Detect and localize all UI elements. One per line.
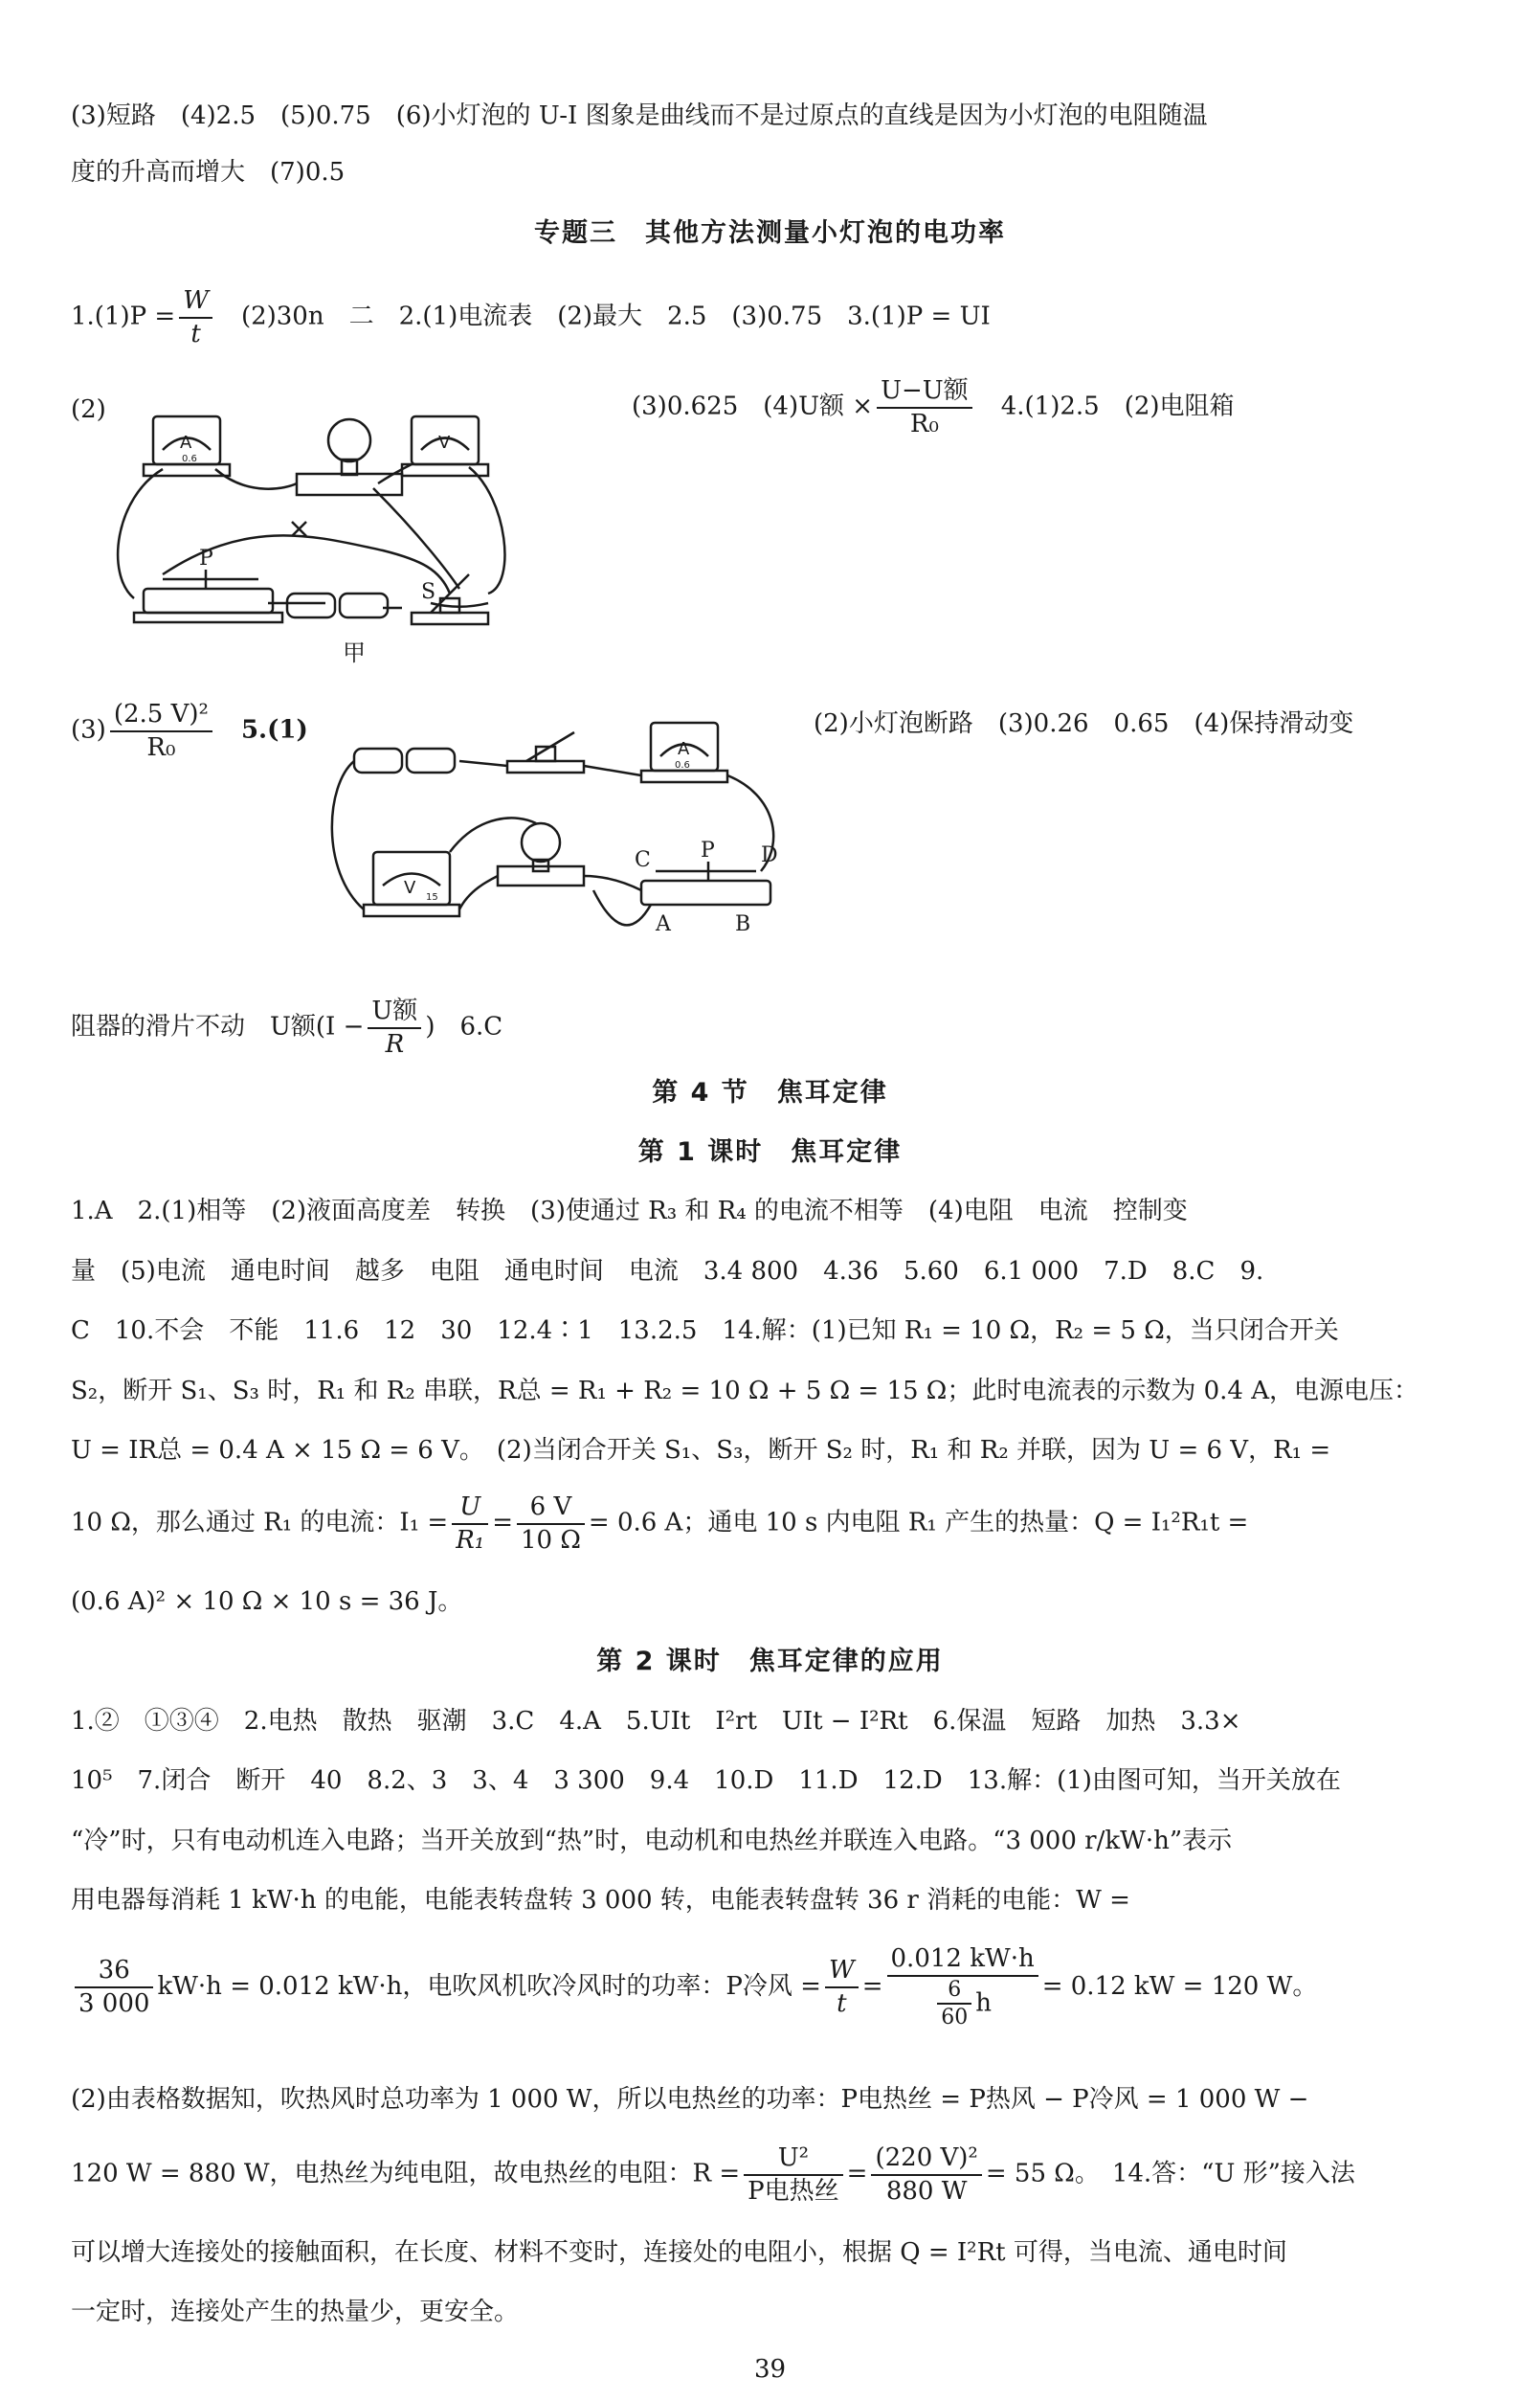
voltmeter-label: V [438, 433, 451, 453]
circuit-diagram [105, 383, 622, 670]
fraction-num: U [452, 1492, 488, 1525]
terminal-d-label: D [761, 843, 778, 867]
answer-text: = 0.6 A；通电 10 s 内电阻 R₁ 产生的热量：Q = I₁²R₁t = [588, 1508, 1249, 1537]
answer-line: “冷”时，只有电动机连入电路；当开关放到“热”时，电动机和电热丝并联连入电路。“3 000 r/kW·h”表示 [71, 1827, 1233, 1855]
fraction [179, 285, 212, 349]
answer-line: 一定时，连接处产生的热量少，更安全。 [71, 2298, 520, 2326]
answer-line [71, 1492, 1248, 1556]
slider-label: P [701, 839, 715, 863]
slider-label: P [199, 547, 213, 571]
answer-text: (2)30n 二 2.(1)电流表 (2)最大 2.5 (3)0.75 3.(1)P = UI [240, 302, 991, 331]
answer-line: 度的升高而增大 (7)0.5 [71, 158, 346, 187]
fraction-num: U² [744, 2142, 843, 2176]
fraction [110, 699, 212, 763]
answer-line: 量 (5)电流 通电时间 越多 电阻 通电时间 电流 3.4 800 4.36 5.60 6.1 000 7.D 8.C 9. [71, 1257, 1264, 1286]
fraction-num: U额 [368, 996, 421, 1029]
answer-label: (2) [71, 395, 106, 424]
answer-line [71, 2142, 1355, 2207]
answer-line: S₂，断开 S₁、S₃ 时，R₁ 和 R₂ 串联，R总 = R₁ + R₂ = 10 Ω + 5 Ω = 15 Ω；此时电流表的示数为 0.4 A，电源电压： [71, 1377, 1418, 1405]
fraction-den: t [190, 319, 201, 348]
answer-text: 10 Ω，那么通过 R₁ 的电流：I₁ = [71, 1508, 449, 1537]
fraction-den: R [385, 1029, 405, 1059]
answer-line [632, 375, 1235, 439]
circuit-diagram [325, 708, 794, 948]
answer-text: 120 W = 880 W，电热丝为纯电阻，故电热丝的电阻：R = [71, 2159, 741, 2188]
figure-caption: 甲 [343, 639, 366, 666]
answer-line: (3)短路 (4)2.5 (5)0.75 (6)小灯泡的 U-I 图象是曲线而不是过原点的直线是因为小灯泡的电阻随温 [71, 101, 1208, 130]
fraction [887, 1943, 1038, 2031]
answer-text: = [846, 2159, 868, 2188]
answer-text: = 0.12 kW = 120 W。 [1041, 1971, 1318, 2001]
fraction [937, 1977, 971, 2031]
fraction [744, 2142, 843, 2207]
fraction-den: P电热丝 [748, 2176, 839, 2206]
question-number: 5.(1) [240, 715, 308, 745]
answer-text: 4.(1)2.5 (2)电阻箱 [1000, 392, 1235, 421]
section-title: 第 4 节 焦耳定律 [652, 1078, 888, 1108]
answer-line: (2)小灯泡断路 (3)0.26 0.65 (4)保持滑动变 [814, 709, 1354, 738]
answer-line: 10⁵ 7.闭合 断开 40 8.2、3 3、4 3 300 9.4 10.D 11.D 12.D 13.解：(1)由图可知，当开关放在 [71, 1766, 1341, 1795]
fraction-num: 36 [75, 1955, 153, 1988]
answer-line [71, 699, 308, 763]
ammeter-label: A [678, 739, 690, 759]
circuit-figure-2 [325, 708, 794, 948]
answer-line: 可以增大连接处的接触面积，在长度、材料不变时，连接处的电阻小，根据 Q = I²Rt 可得，当电流、通电时间 [71, 2238, 1287, 2267]
answer-text: kW·h = 0.012 kW·h，电吹风机吹冷风时的功率：P冷风 = [157, 1971, 821, 2001]
fraction-den: 3 000 [78, 1988, 150, 2018]
answer-line [71, 996, 502, 1060]
ammeter-label: A [180, 433, 192, 453]
fraction-num: (220 V)² [871, 2142, 981, 2176]
answer-line: 用电器每消耗 1 kW·h 的电能，电能表转盘转 3 000 转，电能表转盘转 36 r 消耗的电能：W = [71, 1886, 1130, 1915]
answer-line [71, 285, 991, 349]
answer-text: 1.(1)P = [71, 302, 176, 331]
scale-label: 0.6 [675, 760, 690, 771]
fraction-num: 0.012 kW·h [887, 1943, 1038, 1977]
answer-text: = 55 Ω。 14.答：“U 形”接入法 [985, 2159, 1355, 2188]
answer-line: (0.6 A)² × 10 Ω × 10 s = 36 J。 [71, 1587, 463, 1616]
topic-title: 专题三 其他方法测量小灯泡的电功率 [534, 218, 1006, 248]
answer-line: 1.② ①③④ 2.电热 散热 驱潮 3.C 4.A 5.UIt I²rt UIt − I²Rt 6.保温 短路 加热 3.3× [71, 1707, 1241, 1736]
terminal-c-label: C [635, 848, 651, 872]
fraction-den: R₁ [456, 1525, 485, 1555]
fraction-den: t [837, 1988, 847, 2018]
circuit-figure-1 [105, 383, 622, 670]
answer-text: (3)0.625 (4)U额 × [632, 392, 874, 421]
fraction-num: (2.5 V)² [110, 699, 212, 732]
answer-line [71, 1943, 1317, 2031]
fraction [75, 1955, 153, 2019]
fraction [871, 2142, 981, 2207]
answer-text: (3) [71, 715, 106, 745]
terminal-b-label: B [735, 912, 751, 936]
unit-text: h [975, 1988, 992, 2017]
answer-text: = [492, 1508, 513, 1537]
fraction-den [887, 1977, 1038, 2031]
fraction [877, 375, 972, 439]
answer-line: C 10.不会 不能 11.6 12 30 12.4∶1 13.2.5 14.解：(1)已知 R₁ = 10 Ω，R₂ = 5 Ω，当只闭合开关 [71, 1316, 1339, 1345]
fraction [517, 1492, 585, 1556]
fraction-num: U−U额 [877, 375, 972, 409]
switch-label: S [421, 580, 436, 604]
fraction [825, 1955, 859, 2019]
answer-line: U = IR总 = 0.4 A × 15 Ω = 6 V。 (2)当闭合开关 S₁、S₃，断开 S₂ 时，R₁ 和 R₂ 并联，因为 U = 6 V，R₁ = [71, 1436, 1331, 1465]
answer-text: = [861, 1971, 883, 2001]
answer-line: (2)由表格数据知，吹热风时总功率为 1 000 W，所以电热丝的功率：P电热丝 = P热风 − P冷风 = 1 000 W − [71, 2085, 1309, 2114]
voltmeter-label: V [404, 878, 416, 898]
page-number: 39 [753, 2355, 787, 2384]
fraction-den: R₀ [146, 732, 176, 762]
lesson-title: 第 1 课时 焦耳定律 [637, 1137, 903, 1167]
fraction-num: W [825, 1955, 859, 1988]
fraction-den: 10 Ω [520, 1525, 581, 1555]
scale-label: 0.6 [182, 454, 197, 464]
fraction-num: 6 V [517, 1492, 585, 1525]
fraction-den: 60 [941, 2006, 969, 2030]
fraction-den: R₀ [909, 409, 939, 438]
terminal-a-label: A [656, 912, 671, 936]
answer-line: 1.A 2.(1)相等 (2)液面高度差 转换 (3)使通过 R₃ 和 R₄ 的电流不相等 (4)电阻 电流 控制变 [71, 1197, 1188, 1225]
lesson-title: 第 2 课时 焦耳定律的应用 [596, 1647, 944, 1676]
fraction-den: 880 W [885, 2176, 968, 2206]
answer-text: ) 6.C [425, 1012, 503, 1042]
fraction-num: 6 [937, 1977, 971, 2006]
fraction [368, 996, 421, 1060]
fraction [452, 1492, 488, 1556]
answer-text: 阻器的滑片不动 U额(I − [71, 1012, 365, 1042]
scale-label: 15 [426, 892, 438, 903]
fraction-num: W [179, 285, 212, 319]
